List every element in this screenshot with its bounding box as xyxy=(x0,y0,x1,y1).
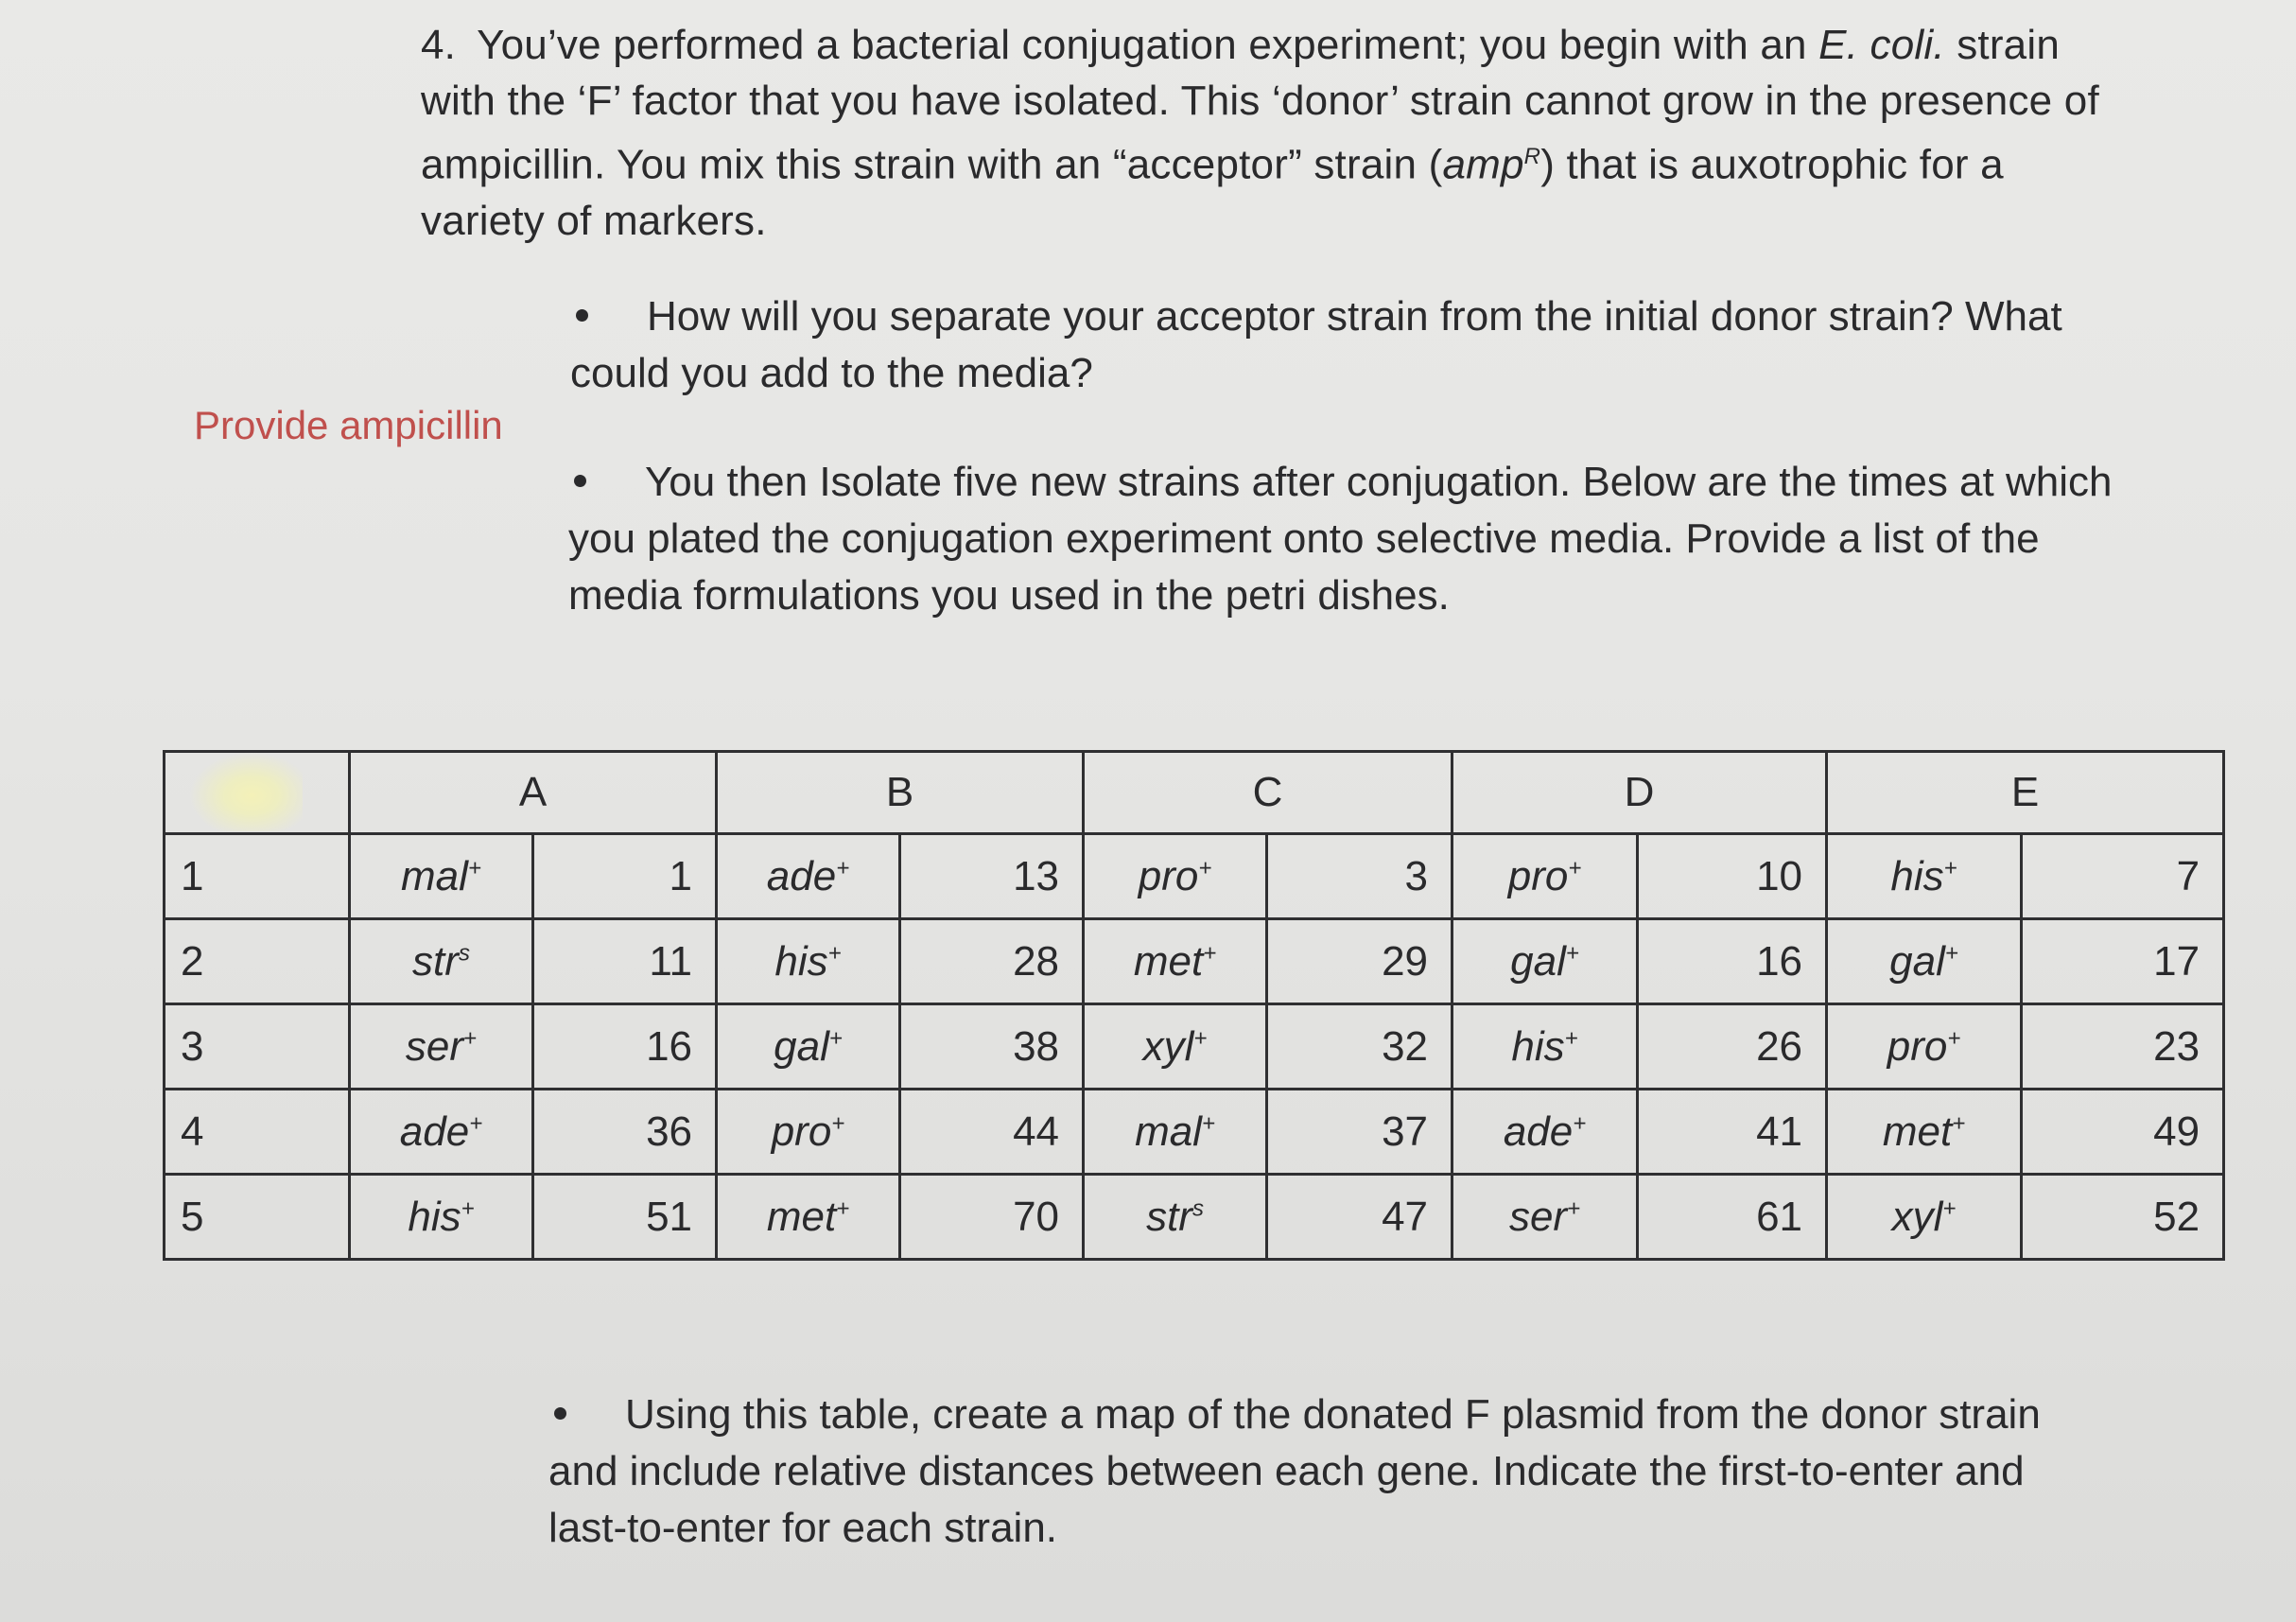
gene-name: xyl xyxy=(1142,1022,1194,1070)
question-line-3: ampicillin. You mix this strain with an “acceptor” strain (amp$^R$) that is auxotrophic for a xyxy=(421,141,2004,188)
gene-marker xyxy=(717,1004,900,1090)
row-number: 3 xyxy=(165,1004,350,1090)
gene-name: his xyxy=(408,1193,461,1240)
gene-name: met xyxy=(1882,1107,1953,1155)
bullet-dot-icon xyxy=(574,475,586,487)
gene-marker xyxy=(1084,919,1267,1004)
gene-marker xyxy=(1827,919,2022,1004)
bullet-plasmid-map: Using this table, create a map of the donated F plasmid from the donor strain and include relative distances between each gene. Indicate the first-to-enter and last-to-enter for each strain. xyxy=(548,1391,2041,1551)
gene-name: mal xyxy=(401,852,468,899)
gene-marker xyxy=(1827,1004,2022,1090)
gene-name: ade xyxy=(766,852,837,899)
row-number: 5 xyxy=(165,1175,350,1260)
bullet-media-formulations: You then Isolate five new strains after conjugation. Below are the times at which you plated the conjugation experiment onto selective media. Provide a list of the media formulations you used in the petri dishes. xyxy=(568,459,2113,619)
question-number: 4. xyxy=(421,22,457,68)
gene-name: his xyxy=(774,937,828,985)
gene-superscript: + xyxy=(1942,1195,1957,1221)
gene-superscript: + xyxy=(828,1024,843,1051)
gene-superscript: + xyxy=(1568,854,1582,881)
question-line-2: with the ‘F’ factor that you have isolated. This ‘donor’ strain cannot grow in the presence of xyxy=(421,78,2099,124)
column-header: A xyxy=(350,752,717,834)
corner-cell xyxy=(165,752,350,834)
entry-time: 16 xyxy=(1638,919,1827,1004)
gene-marker xyxy=(1827,1090,2022,1175)
gene-marker xyxy=(717,919,900,1004)
table-row xyxy=(165,1090,2224,1175)
gene-name: xyl xyxy=(1891,1193,1943,1240)
gene-marker xyxy=(1452,1004,1638,1090)
gene-name: gal xyxy=(1510,937,1566,985)
gene-marker xyxy=(350,1090,533,1175)
amp-superscript: R xyxy=(1523,144,1541,169)
gene-superscript: + xyxy=(1198,854,1212,881)
gene-name: his xyxy=(1890,852,1944,899)
gene-name: ade xyxy=(1503,1107,1574,1155)
gene-superscript: + xyxy=(1565,939,1579,966)
table-row xyxy=(165,919,2224,1004)
gene-marker xyxy=(1084,1004,1267,1090)
gene-marker xyxy=(1452,834,1638,919)
entry-time: 41 xyxy=(1638,1090,1827,1175)
question-line-1: 4. You’ve performed a bacterial conjugation experiment; you begin with an E. coli. strain xyxy=(421,22,2060,68)
gene-marker xyxy=(350,834,533,919)
gene-name: str xyxy=(1146,1193,1192,1240)
entry-time: 70 xyxy=(900,1175,1084,1260)
entry-time: 32 xyxy=(1267,1004,1452,1090)
entry-time: 17 xyxy=(2022,919,2224,1004)
row-number: 1 xyxy=(165,834,350,919)
entry-time: 11 xyxy=(533,919,717,1004)
row-number: 4 xyxy=(165,1090,350,1175)
entry-time: 36 xyxy=(533,1090,717,1175)
bullet-dot-icon xyxy=(554,1407,566,1420)
column-header: B xyxy=(717,752,1084,834)
entry-time: 26 xyxy=(1638,1004,1827,1090)
entry-time: 23 xyxy=(2022,1004,2224,1090)
amp-gene: amp xyxy=(1442,141,1524,188)
entry-time: 10 xyxy=(1638,834,1827,919)
entry-time: 3 xyxy=(1267,834,1452,919)
gene-marker xyxy=(717,1090,900,1175)
gene-marker xyxy=(350,1175,533,1260)
column-header: D xyxy=(1452,752,1827,834)
gene-superscript: + xyxy=(469,1109,483,1136)
column-header: E xyxy=(1827,752,2224,834)
gene-name: pro xyxy=(771,1107,832,1155)
gene-name: his xyxy=(1511,1022,1565,1070)
entry-time: 61 xyxy=(1638,1175,1827,1260)
gene-marker xyxy=(350,1004,533,1090)
gene-name: ser xyxy=(1508,1193,1568,1240)
gene-marker xyxy=(1452,919,1638,1004)
conjugation-times-table xyxy=(163,750,2225,1261)
bullet-separate-strains: How will you separate your acceptor strain from the initial donor strain? What could you add to the media? xyxy=(570,293,2062,396)
gene-superscript: + xyxy=(461,1195,475,1221)
entry-time: 51 xyxy=(533,1175,717,1260)
gene-name: met xyxy=(766,1193,837,1240)
gene-marker xyxy=(350,919,533,1004)
entry-time: 37 xyxy=(1267,1090,1452,1175)
gene-marker xyxy=(717,834,900,919)
gene-marker xyxy=(1827,1175,2022,1260)
gene-superscript: + xyxy=(1943,854,1957,881)
gene-name: met xyxy=(1133,937,1204,985)
gene-superscript: + xyxy=(1203,939,1217,966)
gene-name: pro xyxy=(1887,1022,1948,1070)
gene-name: pro xyxy=(1507,852,1569,899)
gene-superscript: + xyxy=(1193,1024,1208,1051)
gene-superscript: + xyxy=(836,854,850,881)
table-row xyxy=(165,834,2224,919)
entry-time: 44 xyxy=(900,1090,1084,1175)
gene-marker xyxy=(717,1175,900,1260)
gene-name: ade xyxy=(399,1107,470,1155)
entry-time: 49 xyxy=(2022,1090,2224,1175)
gene-marker xyxy=(1827,834,2022,919)
gene-superscript: + xyxy=(1564,1024,1578,1051)
gene-name: str xyxy=(412,937,459,985)
gene-superscript: s xyxy=(458,939,470,966)
gene-superscript: + xyxy=(827,939,842,966)
gene-superscript: + xyxy=(1573,1109,1587,1136)
gene-marker xyxy=(1084,1175,1267,1260)
entry-time: 7 xyxy=(2022,834,2224,919)
entry-time: 38 xyxy=(900,1004,1084,1090)
gene-superscript: + xyxy=(1944,939,1958,966)
gene-marker xyxy=(1452,1090,1638,1175)
table-row xyxy=(165,1004,2224,1090)
row-number: 2 xyxy=(165,919,350,1004)
gene-superscript: + xyxy=(831,1109,845,1136)
gene-superscript: + xyxy=(463,1024,478,1051)
table-row xyxy=(165,1175,2224,1260)
gene-superscript: + xyxy=(836,1195,850,1221)
entry-time: 28 xyxy=(900,919,1084,1004)
answer-handwritten: Provide ampicillin xyxy=(194,403,503,447)
bullet-dot-icon xyxy=(576,309,588,322)
question-4-text xyxy=(421,17,2199,249)
entry-time: 1 xyxy=(533,834,717,919)
question-line-4: variety of markers. xyxy=(421,197,767,244)
entry-time: 47 xyxy=(1267,1175,1452,1260)
species-name: E. coli. xyxy=(1818,22,1945,68)
entry-time: 13 xyxy=(900,834,1084,919)
gene-superscript: + xyxy=(1201,1109,1215,1136)
gene-superscript: s xyxy=(1191,1195,1204,1221)
entry-time: 16 xyxy=(533,1004,717,1090)
gene-superscript: + xyxy=(1947,1024,1961,1051)
gene-superscript: + xyxy=(1952,1109,1966,1136)
gene-name: gal xyxy=(774,1022,829,1070)
gene-marker xyxy=(1084,834,1267,919)
gene-marker xyxy=(1452,1175,1638,1260)
entry-time: 29 xyxy=(1267,919,1452,1004)
gene-name: ser xyxy=(405,1022,464,1070)
gene-marker xyxy=(1084,1090,1267,1175)
column-header: C xyxy=(1084,752,1452,834)
gene-superscript: + xyxy=(1567,1195,1581,1221)
gene-name: gal xyxy=(1889,937,1945,985)
gene-superscript: + xyxy=(467,854,481,881)
gene-name: mal xyxy=(1135,1107,1202,1155)
table-header-row xyxy=(165,752,2224,834)
entry-time: 52 xyxy=(2022,1175,2224,1260)
gene-name: pro xyxy=(1138,852,1199,899)
